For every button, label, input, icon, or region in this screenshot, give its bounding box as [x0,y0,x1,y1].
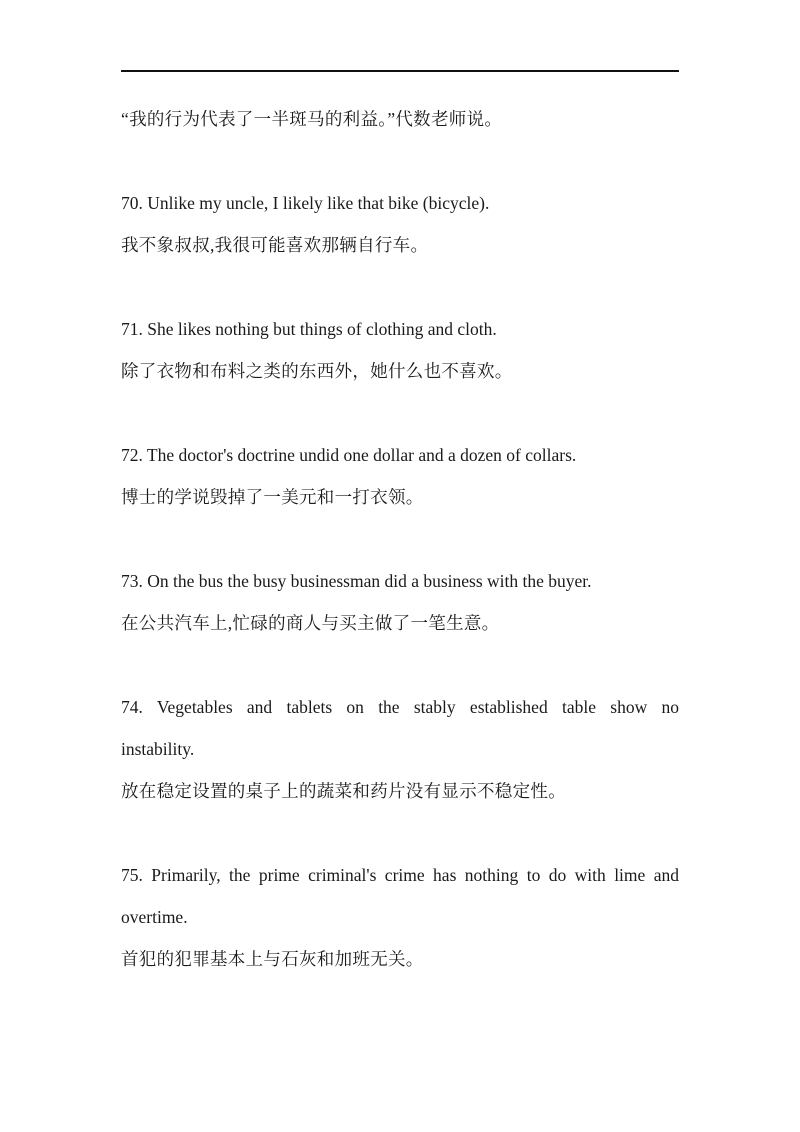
opening-quote: “我的行为代表了一半斑马的利益。”代数老师说。 [121,109,503,129]
header-rule [121,70,679,72]
entry-73-english: 73. On the bus the busy businessman did a business with the buyer. [121,571,592,591]
entry-74-english-line1: 74. Vegetables and tablets on the stably established table show no [121,697,679,717]
entry-70-chinese: 我不象叔叔,我很可能喜欢那辆自行车。 [121,235,429,255]
entry-75-english-line1: 75. Primarily, the prime criminal's crime has nothing to do with lime and [121,865,679,885]
entry-73-chinese: 在公共汽车上,忙碌的商人与买主做了一笔生意。 [121,613,500,633]
entry-74-chinese: 放在稳定设置的桌子上的蔬菜和药片没有显示不稳定性。 [121,781,566,801]
entry-72-chinese: 博士的学说毁掉了一美元和一打衣领。 [121,487,424,507]
entry-70-english: 70. Unlike my uncle, I likely like that bike (bicycle). [121,193,490,213]
entry-75-english-line2: overtime. [121,907,188,927]
entry-74-english-line2: instability. [121,739,195,759]
entry-71-chinese: 除了衣物和布料之类的东西外，她什么也不喜欢。 [121,361,513,381]
entry-71-english: 71. She likes nothing but things of clothing and cloth. [121,319,497,339]
entry-75-chinese: 首犯的犯罪基本上与石灰和加班无关。 [121,949,424,969]
entry-72-english: 72. The doctor's doctrine undid one dollar and a dozen of collars. [121,445,577,465]
